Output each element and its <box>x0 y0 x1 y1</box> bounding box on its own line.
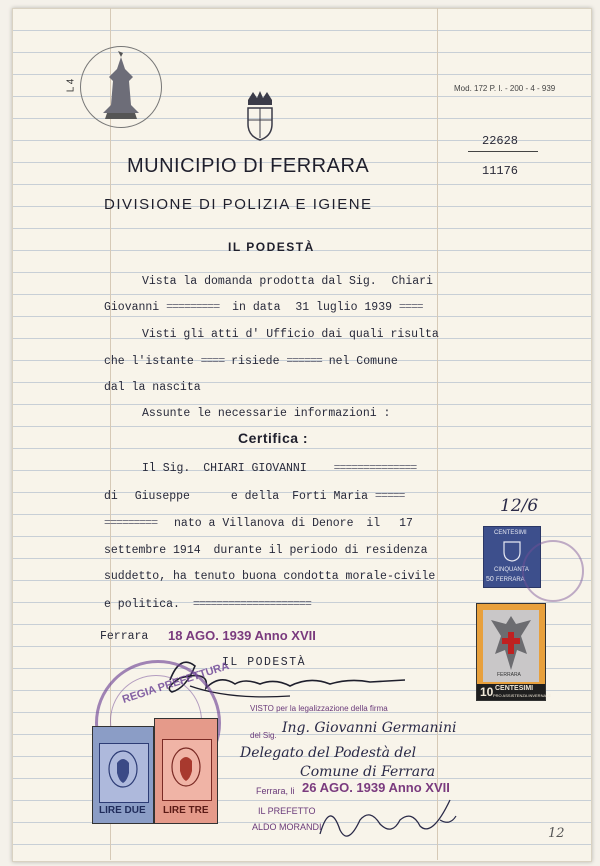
mother-name: Forti Maria <box>292 490 368 503</box>
body-line-10 <box>104 544 427 557</box>
stamp-text: FERRARA <box>496 577 525 583</box>
filler-dashes: ========= <box>104 517 158 530</box>
stamp-place: FERRARA <box>497 672 521 678</box>
applicant-name: Giovanni <box>104 301 160 314</box>
birthplace: Villanova di Denore <box>222 517 354 530</box>
form-code: Mod. 172 P. I. - 200 - 4 - 939 <box>454 84 556 93</box>
stamp-ring-text: REGIA PREFETTURA <box>120 660 231 706</box>
municipality-title: MUNICIPIO DI FERRARA <box>127 155 370 177</box>
body-line-5: dal la nascita <box>104 381 201 394</box>
body-text: nel Comune <box>328 355 398 368</box>
filler-dashes: ==== <box>398 301 423 314</box>
body-text: e politica. <box>104 598 180 611</box>
eagle-charity-stamp <box>476 603 552 701</box>
filler-dashes: ==================== <box>192 598 311 611</box>
body-line-8 <box>104 490 404 503</box>
lire-due-revenue-stamp <box>92 726 154 824</box>
body-line-12 <box>104 598 311 611</box>
protocol-number-1: 22628 <box>482 134 519 148</box>
body-text: Vista la domanda prodotta dal Sig. <box>142 275 377 288</box>
coat-of-arms <box>243 90 277 142</box>
body-text: Il Sig. <box>142 462 191 475</box>
corner-note: 12 <box>548 826 565 841</box>
body-text: che l'istante <box>104 355 194 368</box>
filler-dashes: ====== <box>286 355 322 368</box>
father-name: Giuseppe <box>134 490 190 503</box>
crown-shield-icon <box>243 90 277 142</box>
lire-tre-revenue-stamp <box>154 718 218 824</box>
stamp-label: CENTESIMI <box>495 685 534 692</box>
body-text: di <box>104 490 118 503</box>
legalization-del-sig: del Sig. <box>250 731 277 740</box>
body-line-2 <box>104 301 423 314</box>
legalization-signer: Ing. Giovanni Germanini <box>282 720 457 736</box>
legalization-delegate-2: Comune di Ferrara <box>300 764 436 780</box>
legalization-date: 26 AGO. 1939 Anno XVII <box>302 780 450 795</box>
stamp-value: 50 <box>486 576 494 583</box>
signature-label: IL PODESTÀ <box>222 656 307 669</box>
king-portrait-icon <box>162 739 210 799</box>
shield-icon <box>502 540 522 562</box>
protocol-divider <box>468 151 538 152</box>
certifica-heading: Certifica : <box>238 430 309 446</box>
handwritten-note: 12/6 <box>500 496 539 516</box>
body-line-11: suddetto, ha tenuto buona condotta morale-civile <box>104 570 436 583</box>
division-title: DIVISIONE DI POLIZIA E IGIENE <box>104 196 373 213</box>
legalization-visto: VISTO per la legalizzazione della firma <box>250 704 388 713</box>
stamp-value: LIRE DUE <box>99 805 146 816</box>
prefetto-title: IL PREFETTO <box>258 806 316 816</box>
filler-dashes: ============== <box>333 462 417 475</box>
birth-date-rest: settembre 1914 <box>104 544 201 557</box>
body-text: e <box>272 355 280 368</box>
stamp-text: CENTESIMI <box>494 530 527 536</box>
filler-dashes: ===== <box>374 490 405 503</box>
filler-dashes: ========= <box>166 301 220 314</box>
protocol-number-2: 11176 <box>482 164 519 178</box>
stamp-value: 10 <box>480 685 494 699</box>
body-text: durante il periodo di residenza <box>213 544 428 557</box>
embossed-seal <box>80 46 162 128</box>
filler-dashes: ==== <box>200 355 225 368</box>
authority-title: IL PODESTÀ <box>228 240 315 254</box>
cancel-postmark <box>522 540 584 602</box>
prefetto-signature <box>300 780 460 850</box>
body-line-3: Visti gli atti d' Ufficio dai quali risulta <box>142 328 439 341</box>
birth-day: 17 <box>399 517 413 530</box>
person-name: CHIARI GIOVANNI <box>203 462 307 475</box>
king-portrait-icon <box>99 743 147 801</box>
body-line-6: Assunte le necessarie informazioni : <box>142 407 391 420</box>
body-line-1 <box>142 275 433 288</box>
legalization-delegate-1: Delegato del Podestà del <box>240 745 417 761</box>
body-text: e della <box>230 490 280 503</box>
body-line-7 <box>142 462 416 475</box>
prefetto-name: ALDO MORANDI <box>252 822 322 832</box>
body-text: nato a <box>174 517 216 530</box>
applicant-surname: Chiari <box>391 275 433 288</box>
request-date: 31 luglio 1939 <box>295 301 392 314</box>
date-stamp: 18 AGO. 1939 Anno XVII <box>168 628 316 643</box>
body-text: il <box>366 517 381 530</box>
body-text: in data <box>232 301 281 314</box>
legalization-place: Ferrara, li <box>256 786 295 796</box>
margin-label: L 4 <box>65 78 77 93</box>
body-line-4 <box>104 355 398 368</box>
stamp-value: LIRE TRE <box>163 805 209 816</box>
place: Ferrara <box>100 630 149 643</box>
body-line-9 <box>104 517 413 530</box>
body-text: risied <box>231 355 273 368</box>
stamp-text: CINQUANTA <box>494 567 529 573</box>
statue-icon <box>81 47 161 127</box>
stamp-sub: PRO ASSISTENZA INVERNALE <box>493 693 552 698</box>
